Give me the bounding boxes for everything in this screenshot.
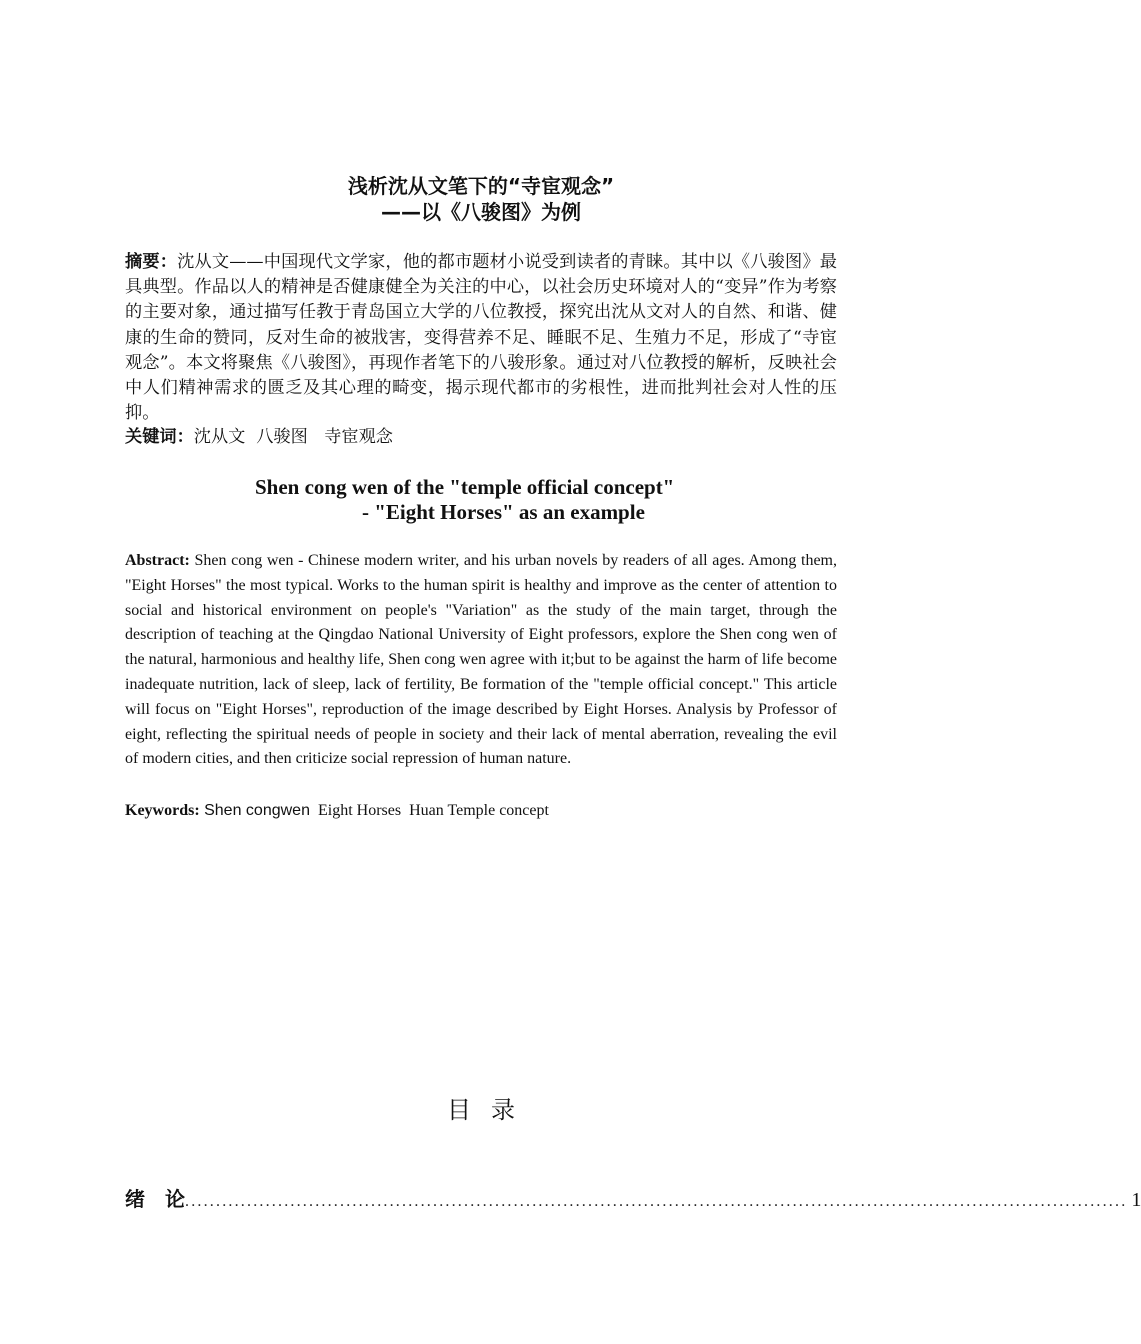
english-keywords — [125, 798, 837, 823]
english-abstract-label: Abstract: — [125, 552, 190, 569]
english-title: Shen cong wen of the "temple official concept" — [255, 475, 675, 499]
english-abstract-text: Shen cong wen - Chinese modern writer, and his urban novels by readers of all ages. Among them, "Eight Horses" the most typical. Works to the human spirit is healthy and improve as the center of attention to social and historical environment on people's "Variation" as the study of the main target, through the description of teaching at the Qingdao National University of Eight professors, explore the Shen cong wen of the natural, harmonious and healthy life, Shen cong wen agree with it;but to be against the harm of life become inadequate nutrition, lack of sleep, lack of fertility, Be formation of the "temple official concept." This article will focus on "Eight Horses", reproduction of the image described by Eight Horses. Analysis by Professor of eight, reflecting the spiritual needs of people in society and their lack of mental aberration, revealing the evil of modern cities, and then criticize social repression of human nature. — [125, 552, 837, 768]
toc-heading: 目录 — [447, 1096, 535, 1124]
toc-entry-label[interactable]: 绪论 — [125, 1187, 205, 1211]
toc-entry-page: 1 — [1131, 1189, 1141, 1211]
chinese-keywords-text: 沈从文 八骏图 寺宦观念 — [193, 427, 393, 447]
chinese-abstract-text: 沈从文——中国现代文学家，他的都市题材小说受到读者的青睐。其中以《八骏图》最具典型。作品以人的精神是否健康健全为关注的中心，以社会历史环境对人的“变异”作为考察的主要对象，通过描写任教于青岛国立大学的八位教授，探究出沈从文对人的自然、和谐、健康的生命的赞同，反对生命的被戕害，变得营养不足、睡眠不足、生殖力不足，形成了“寺宦观念”。本文将聚焦《八骏图》，再现作者笔下的八骏形象。通过对八位教授的解析，反映社会中人们精神需求的匮乏及其心理的畸变，揭示现代都市的劣根性，进而批判社会对人性的压抑。 — [125, 252, 837, 424]
toc-entry[interactable] — [125, 1183, 1141, 1213]
chinese-title: 浅析沈从文笔下的“寺宦观念” — [347, 174, 615, 198]
toc-leader-dots: ........................................................................................................................................................ — [185, 1193, 1128, 1210]
english-subtitle: - "Eight Horses" as an example — [362, 500, 645, 524]
chinese-subtitle: ——以《八骏图》为例 — [381, 200, 581, 224]
english-abstract — [125, 549, 837, 772]
chinese-abstract — [125, 250, 837, 426]
english-keywords-label: Keywords: — [125, 802, 200, 819]
english-keywords-rest: Eight Horses Huan Temple concept — [309, 802, 549, 819]
chinese-keywords-label: 关键词： — [125, 427, 194, 447]
english-keyword-shen-congwen: Shen congwen — [199, 802, 310, 819]
chinese-abstract-label: 摘要： — [125, 252, 178, 272]
chinese-keywords — [125, 425, 837, 450]
